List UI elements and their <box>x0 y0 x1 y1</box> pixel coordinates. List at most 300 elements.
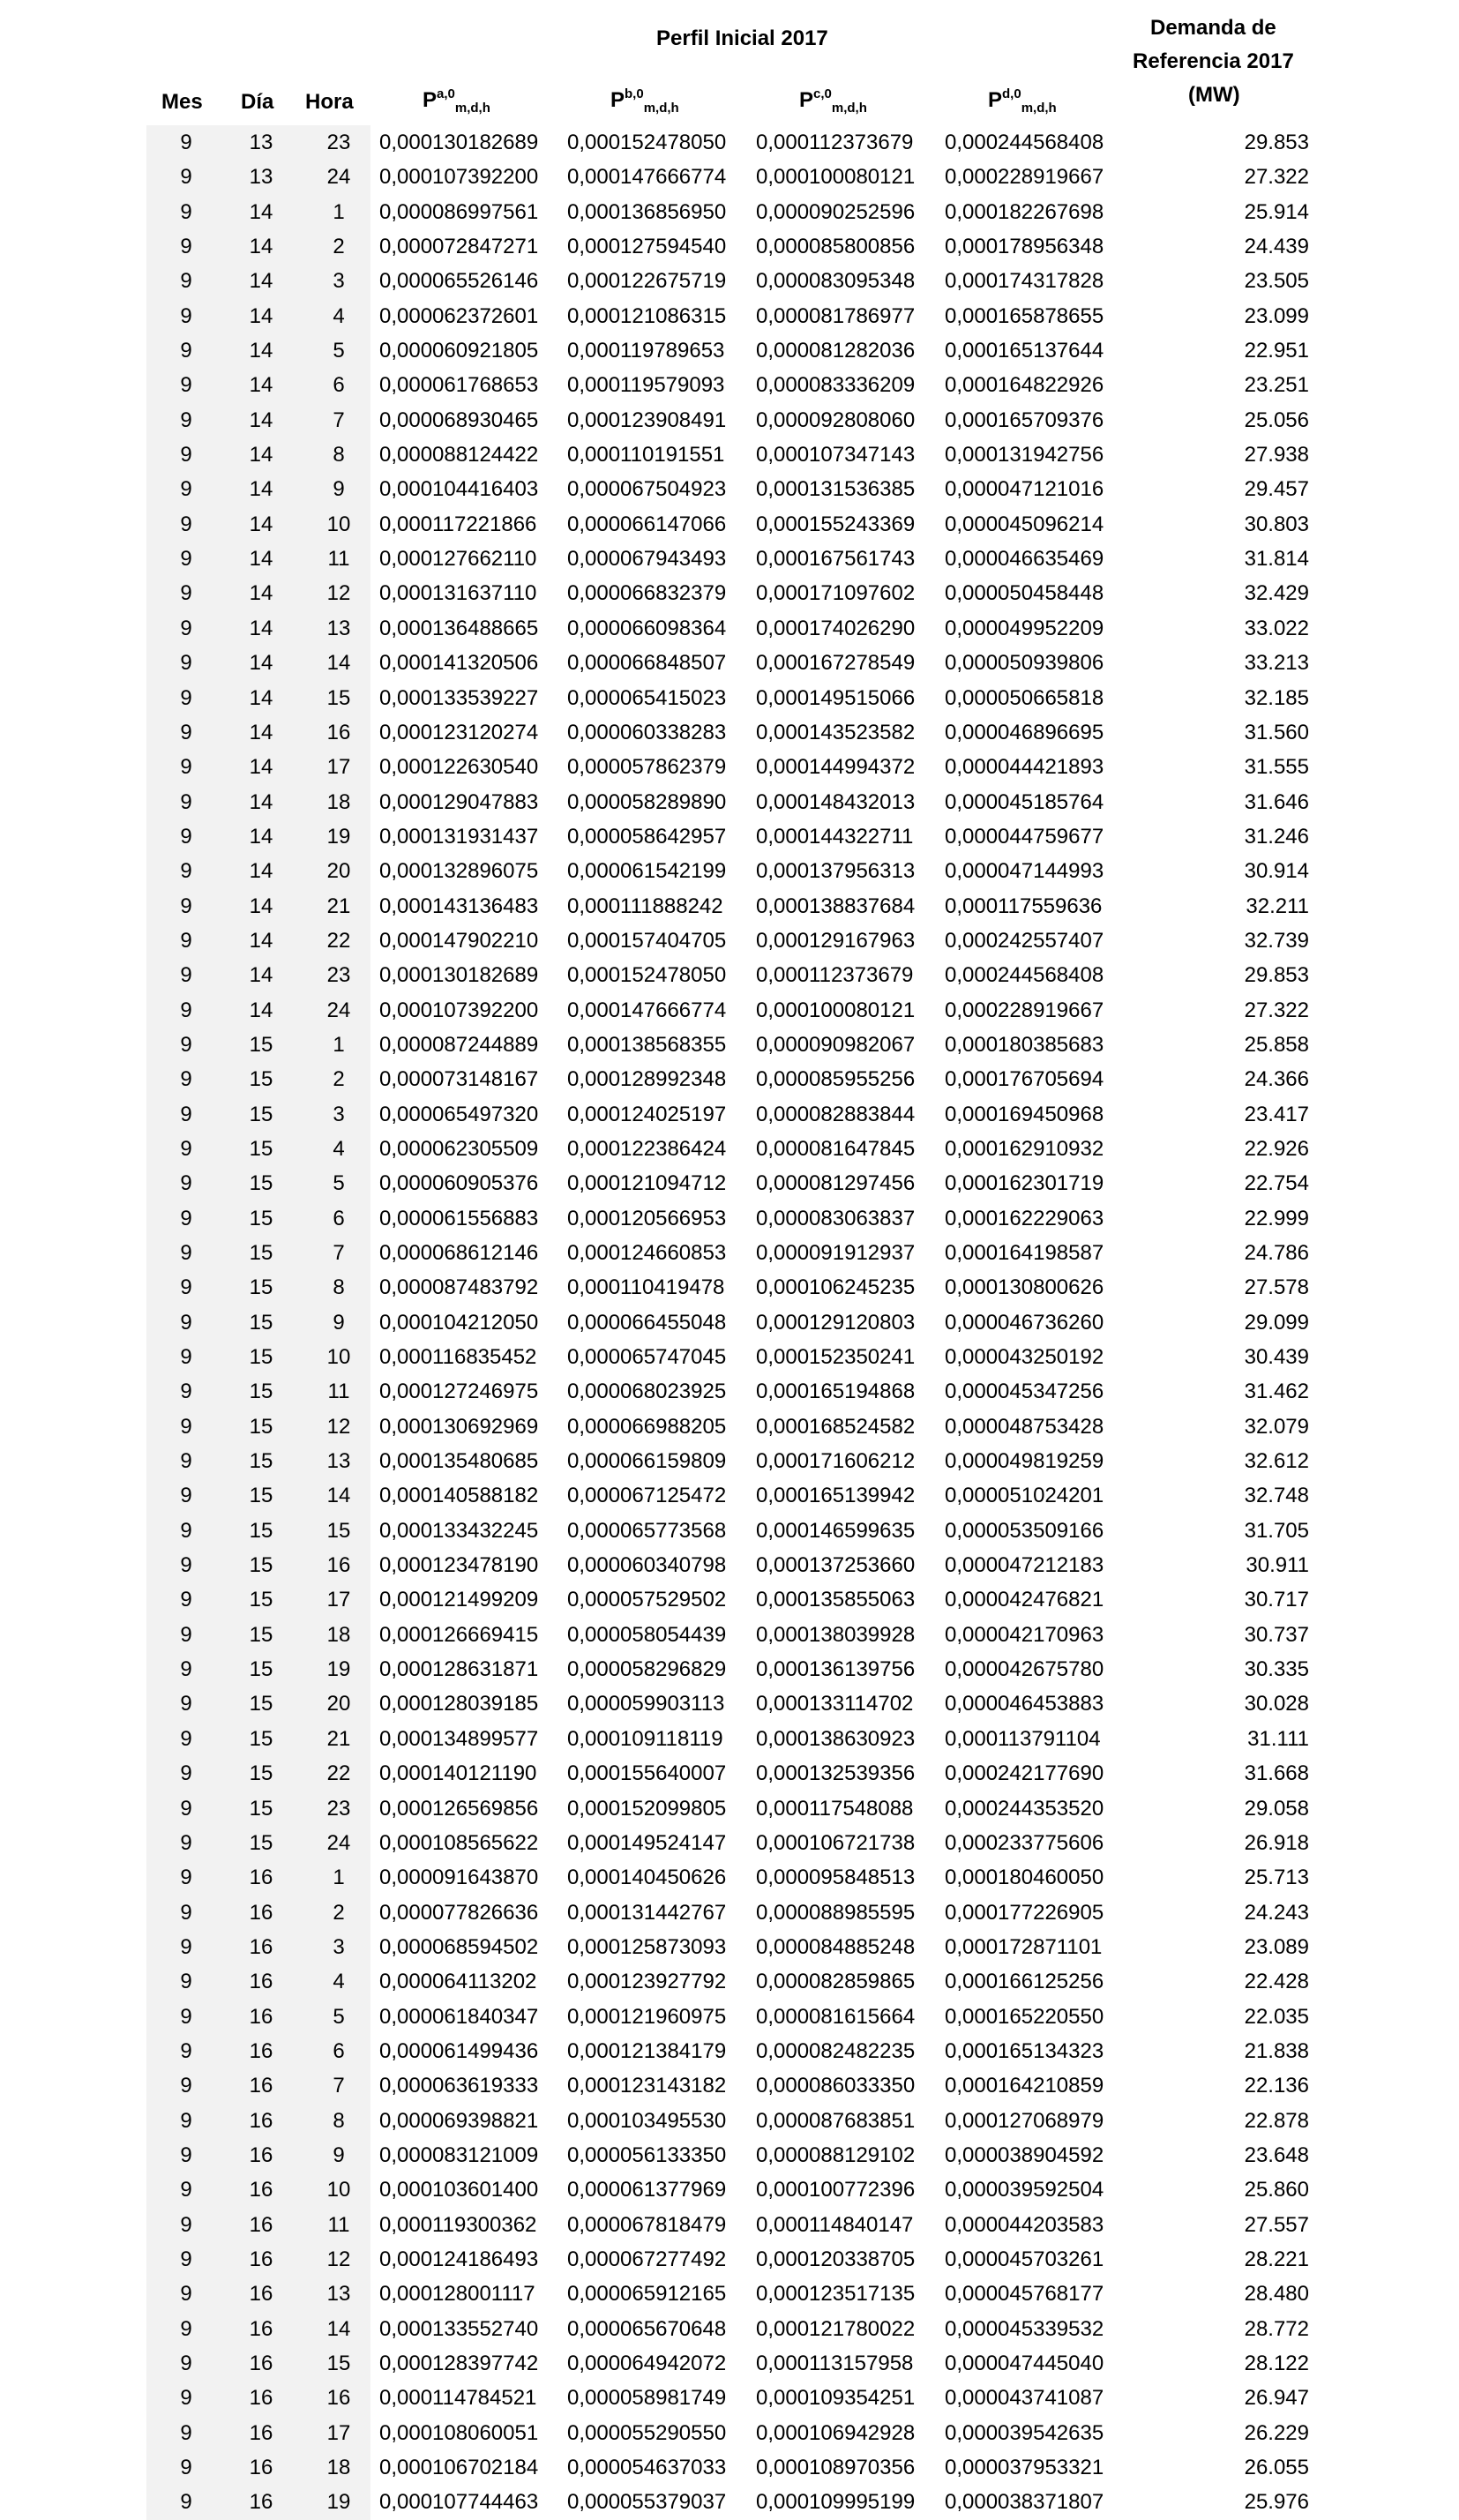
table-row <box>0 1686 1459 1721</box>
cell-mes: 9 <box>180 824 192 849</box>
cell-pa: 0,000061499436 <box>379 2038 539 2063</box>
cell-dem: 28.221 <box>1244 2247 1309 2271</box>
cell-dia: 14 <box>249 235 273 259</box>
cell-dem: 25.976 <box>1244 2490 1309 2515</box>
cell-mes: 9 <box>180 1657 192 1682</box>
col-header-pa <box>423 86 490 116</box>
cell-dem: 25.860 <box>1244 2178 1309 2202</box>
cell-mes: 9 <box>180 2420 192 2445</box>
table-row <box>0 1166 1459 1200</box>
table-row <box>0 819 1459 854</box>
cell-pa: 0,000130692969 <box>379 1414 539 1439</box>
cell-pa: 0,000083121009 <box>379 2142 539 2167</box>
table-row <box>0 542 1459 576</box>
cell-mes: 9 <box>180 581 192 606</box>
cell-hora: 18 <box>326 2456 351 2480</box>
cell-pd: 0,000130800626 <box>945 1275 1104 1300</box>
cell-pd: 0,000233775606 <box>945 1830 1104 1855</box>
cell-dem: 27.938 <box>1244 443 1309 467</box>
cell-mes: 9 <box>180 269 192 294</box>
cell-mes: 9 <box>180 1136 192 1161</box>
cell-pd: 0,000047445040 <box>945 2352 1104 2375</box>
cell-hora: 4 <box>333 1970 345 1994</box>
cell-pa: 0,000122630540 <box>379 755 539 780</box>
cell-pc: 0,000137956313 <box>756 859 916 884</box>
cell-pb: 0,000066455048 <box>567 1310 727 1335</box>
cell-hora: 15 <box>326 2352 351 2375</box>
table-row <box>0 924 1459 958</box>
cell-dia: 15 <box>249 1206 273 1230</box>
cell-pd: 0,000047144993 <box>945 859 1104 884</box>
cell-pb: 0,000103495530 <box>567 2108 727 2133</box>
table-row <box>0 1514 1459 1548</box>
cell-dem: 25.914 <box>1244 199 1309 224</box>
table-row <box>0 2242 1459 2277</box>
cell-pc: 0,000106245235 <box>756 1275 916 1300</box>
cell-pc: 0,000136139756 <box>756 1657 916 1682</box>
cell-dia: 15 <box>249 1657 273 1682</box>
cell-pd: 0,000113791104 <box>945 1726 1101 1751</box>
cell-dia: 16 <box>249 2316 273 2341</box>
cell-dia: 14 <box>249 443 273 467</box>
cell-hora: 12 <box>326 2247 351 2271</box>
table-row <box>0 646 1459 680</box>
cell-dem: 24.366 <box>1244 1067 1309 1092</box>
table-row <box>0 1826 1459 1860</box>
cell-mes: 9 <box>180 1830 192 1855</box>
cell-pd: 0,000047121016 <box>945 477 1104 502</box>
pb-sup: b,0 <box>625 86 644 101</box>
cell-dem: 22.878 <box>1244 2108 1309 2133</box>
cell-dia: 14 <box>249 685 273 710</box>
cell-pa: 0,000073148167 <box>379 1067 539 1092</box>
cell-pc: 0,000107347143 <box>756 443 916 467</box>
cell-pc: 0,000109995199 <box>756 2490 916 2515</box>
cell-pa: 0,000128397742 <box>379 2352 539 2375</box>
cell-pd: 0,000045185764 <box>945 789 1104 814</box>
table-row <box>0 1860 1459 1895</box>
cell-mes: 9 <box>180 1275 192 1300</box>
cell-pa: 0,000063619333 <box>379 2074 539 2098</box>
cell-hora: 16 <box>326 720 351 744</box>
cell-pb: 0,000067504923 <box>567 477 727 502</box>
cell-dia: 13 <box>249 131 273 154</box>
cell-dem: 31.560 <box>1244 720 1309 744</box>
cell-pa: 0,000134899577 <box>379 1726 539 1751</box>
cell-pd: 0,000053509166 <box>945 1518 1104 1543</box>
cell-pc: 0,000083336209 <box>756 373 916 398</box>
cell-pc: 0,000113157958 <box>756 2352 914 2375</box>
cell-dia: 16 <box>249 1900 273 1925</box>
cell-mes: 9 <box>180 547 192 572</box>
cell-pa: 0,000088124422 <box>379 443 539 467</box>
cell-pa: 0,000065497320 <box>379 1102 539 1126</box>
cell-pa: 0,000060905376 <box>379 1171 539 1196</box>
cell-pb: 0,000065773568 <box>567 1518 727 1543</box>
cell-mes: 9 <box>180 131 192 154</box>
cell-pa: 0,000133539227 <box>379 685 539 710</box>
cell-pa: 0,000062305509 <box>379 1136 539 1161</box>
cell-pa: 0,000136488665 <box>379 616 539 640</box>
cell-pa: 0,000129047883 <box>379 789 539 814</box>
cell-hora: 19 <box>326 824 351 849</box>
cell-pc: 0,000100080121 <box>756 998 916 1022</box>
table-row <box>0 125 1459 160</box>
cell-pc: 0,000112373679 <box>756 963 914 988</box>
cell-pc: 0,000152350241 <box>756 1345 916 1370</box>
cell-pc: 0,000133114702 <box>756 1692 914 1716</box>
cell-dem: 32.211 <box>1246 894 1309 918</box>
cell-hora: 24 <box>326 165 351 190</box>
cell-mes: 9 <box>180 1345 192 1370</box>
cell-pd: 0,000039542635 <box>945 2420 1104 2445</box>
table-row <box>0 1618 1459 1652</box>
cell-pb: 0,000066988205 <box>567 1414 727 1439</box>
cell-pd: 0,000039592504 <box>945 2178 1104 2202</box>
cell-pa: 0,000061768653 <box>379 373 539 398</box>
cell-pc: 0,000112373679 <box>756 131 914 154</box>
cell-mes: 9 <box>180 2108 192 2133</box>
cell-pd: 0,000045768177 <box>945 2282 1104 2307</box>
cell-pb: 0,000055379037 <box>567 2490 727 2515</box>
cell-hora: 21 <box>326 1726 351 1751</box>
cell-pc: 0,000088129102 <box>756 2142 916 2167</box>
pd-base: P <box>988 88 1003 112</box>
cell-mes: 9 <box>180 1588 192 1612</box>
cell-hora: 9 <box>333 1310 345 1335</box>
cell-hora: 19 <box>326 1657 351 1682</box>
cell-pb: 0,000152099805 <box>567 1796 727 1821</box>
cell-dem: 31.246 <box>1244 824 1309 849</box>
cell-hora: 20 <box>326 859 351 884</box>
cell-dem: 32.739 <box>1244 928 1309 953</box>
cell-pb: 0,000123927792 <box>567 1970 727 1994</box>
cell-dem: 28.480 <box>1244 2282 1309 2307</box>
cell-pb: 0,000124025197 <box>567 1102 727 1126</box>
table-row <box>0 195 1459 229</box>
cell-pa: 0,000068612146 <box>379 1241 539 1265</box>
cell-mes: 9 <box>180 2352 192 2375</box>
cell-dia: 15 <box>249 1380 273 1404</box>
table-row <box>0 1270 1459 1305</box>
cell-hora: 9 <box>333 2142 345 2167</box>
cell-pd: 0,000166125256 <box>945 1970 1104 1994</box>
col-header-mes: Mes <box>161 90 203 114</box>
cell-hora: 16 <box>326 2386 351 2411</box>
cell-pd: 0,000044759677 <box>945 824 1104 849</box>
cell-pc: 0,000092808060 <box>756 408 916 432</box>
cell-pd: 0,000165709376 <box>945 408 1104 432</box>
cell-pb: 0,000120566953 <box>567 1206 727 1230</box>
cell-pa: 0,000107392200 <box>379 165 539 190</box>
cell-hora: 24 <box>326 998 351 1022</box>
table-row <box>0 1582 1459 1617</box>
cell-hora: 3 <box>333 269 345 294</box>
cell-mes: 9 <box>180 1726 192 1751</box>
table-row <box>0 785 1459 819</box>
table-row <box>0 2277 1459 2311</box>
cell-pa: 0,000131637110 <box>379 581 537 606</box>
table-row <box>0 1930 1459 1964</box>
cell-dia: 15 <box>249 1622 273 1647</box>
cell-mes: 9 <box>180 2247 192 2271</box>
cell-pb: 0,000125873093 <box>567 1934 727 1959</box>
cell-pa: 0,000143136483 <box>379 894 539 918</box>
cell-dem: 29.457 <box>1244 477 1309 502</box>
cell-pc: 0,000174026290 <box>756 616 916 640</box>
cell-dem: 27.557 <box>1244 2212 1309 2237</box>
cell-pa: 0,000106702184 <box>379 2456 539 2480</box>
cell-dia: 16 <box>249 2386 273 2411</box>
cell-hora: 17 <box>326 2420 351 2445</box>
cell-dem: 30.439 <box>1244 1345 1309 1370</box>
cell-pd: 0,000050458448 <box>945 581 1104 606</box>
cell-hora: 12 <box>326 1414 351 1439</box>
cell-pc: 0,000131536385 <box>756 477 916 502</box>
cell-mes: 9 <box>180 199 192 224</box>
cell-pa: 0,000123478190 <box>379 1553 539 1578</box>
table-row <box>0 2416 1459 2450</box>
cell-dem: 32.612 <box>1244 1449 1309 1474</box>
cell-mes: 9 <box>180 789 192 814</box>
cell-mes: 9 <box>180 2212 192 2237</box>
table-row <box>0 1340 1459 1374</box>
cell-pb: 0,000147666774 <box>567 165 727 190</box>
cell-dem: 22.136 <box>1244 2074 1309 2098</box>
cell-dem: 26.918 <box>1244 1830 1309 1855</box>
table-row <box>0 368 1459 402</box>
cell-dia: 15 <box>249 1136 273 1161</box>
cell-mes: 9 <box>180 1900 192 1925</box>
cell-dem: 24.439 <box>1244 235 1309 259</box>
cell-pd: 0,000162910932 <box>945 1136 1104 1161</box>
cell-hora: 11 <box>327 1380 350 1404</box>
table-row <box>0 2450 1459 2485</box>
cell-pa: 0,000107392200 <box>379 998 539 1022</box>
cell-pc: 0,000095848513 <box>756 1866 916 1890</box>
cell-mes: 9 <box>180 2282 192 2307</box>
cell-dia: 14 <box>249 581 273 606</box>
cell-pa: 0,000124186493 <box>379 2247 539 2271</box>
cell-pb: 0,000110191551 <box>567 443 725 467</box>
cell-dia: 14 <box>249 408 273 432</box>
cell-pa: 0,000130182689 <box>379 963 539 988</box>
cell-dem: 22.951 <box>1244 339 1309 363</box>
cell-pb: 0,000066098364 <box>567 616 727 640</box>
cell-pd: 0,000048753428 <box>945 1414 1104 1439</box>
table-row <box>0 1722 1459 1756</box>
cell-dem: 24.243 <box>1244 1900 1309 1925</box>
cell-dem: 26.055 <box>1244 2456 1309 2480</box>
table-row <box>0 507 1459 542</box>
cell-hora: 7 <box>333 2074 345 2098</box>
table-row <box>0 1410 1459 1444</box>
cell-pd: 0,000164210859 <box>945 2074 1104 2098</box>
cell-mes: 9 <box>180 1310 192 1335</box>
cell-pb: 0,000058296829 <box>567 1657 727 1682</box>
cell-pb: 0,000066147066 <box>567 512 727 536</box>
cell-pc: 0,000146599635 <box>756 1518 916 1543</box>
cell-pc: 0,000100772396 <box>756 2178 916 2202</box>
cell-pc: 0,000090252596 <box>756 199 916 224</box>
cell-pc: 0,000088985595 <box>756 1900 916 1925</box>
cell-pa: 0,000069398821 <box>379 2108 539 2133</box>
cell-pd: 0,000043741087 <box>945 2386 1104 2411</box>
cell-hora: 1 <box>333 1866 345 1890</box>
table-row <box>0 160 1459 194</box>
cell-pa: 0,000121499209 <box>379 1588 539 1612</box>
cell-pb: 0,000121094712 <box>567 1171 727 1196</box>
table-row <box>0 1756 1459 1791</box>
cell-pd: 0,000174317828 <box>945 269 1104 294</box>
cell-hora: 10 <box>326 1345 351 1370</box>
cell-hora: 1 <box>333 1032 345 1057</box>
cell-mes: 9 <box>180 928 192 953</box>
table-row <box>0 1964 1459 1999</box>
cell-dia: 14 <box>249 859 273 884</box>
cell-pa: 0,000108565622 <box>379 1830 539 1855</box>
cell-mes: 9 <box>180 235 192 259</box>
cell-mes: 9 <box>180 477 192 502</box>
cell-mes: 9 <box>180 1484 192 1508</box>
cell-mes: 9 <box>180 1866 192 1890</box>
cell-pa: 0,000091643870 <box>379 1866 539 1890</box>
cell-pa: 0,000128001117 <box>379 2282 535 2307</box>
cell-mes: 9 <box>180 1970 192 1994</box>
cell-dia: 15 <box>249 1518 273 1543</box>
table-row <box>0 1478 1459 1513</box>
cell-mes: 9 <box>180 2386 192 2411</box>
cell-dia: 14 <box>249 547 273 572</box>
cell-pb: 0,000065670648 <box>567 2316 727 2341</box>
cell-dia: 15 <box>249 1692 273 1716</box>
cell-pb: 0,000054637033 <box>567 2456 727 2480</box>
cell-pc: 0,000106942928 <box>756 2420 916 2445</box>
pa-sup: a,0 <box>437 86 455 101</box>
cell-pa: 0,000061840347 <box>379 2004 539 2029</box>
cell-mes: 9 <box>180 1067 192 1092</box>
cell-pb: 0,000067818479 <box>567 2212 727 2237</box>
cell-mes: 9 <box>180 720 192 744</box>
cell-pb: 0,000152478050 <box>567 963 727 988</box>
cell-pa: 0,000108060051 <box>379 2420 539 2445</box>
cell-pb: 0,000058289890 <box>567 789 727 814</box>
cell-pa: 0,000107744463 <box>379 2490 539 2515</box>
cell-dia: 16 <box>249 2352 273 2375</box>
cell-pa: 0,000147902210 <box>379 928 539 953</box>
cell-pc: 0,000081647845 <box>756 1136 916 1161</box>
cell-dem: 26.229 <box>1244 2420 1309 2445</box>
cell-hora: 14 <box>326 1484 351 1508</box>
cell-dem: 27.322 <box>1244 165 1309 190</box>
cell-dem: 23.089 <box>1244 1934 1309 1959</box>
cell-pb: 0,000061542199 <box>567 859 727 884</box>
demand-title-line1: Demanda de <box>1150 16 1276 40</box>
cell-pb: 0,000140450626 <box>567 1866 727 1890</box>
pa-base: P <box>423 88 438 112</box>
cell-pd: 0,000177226905 <box>945 1900 1104 1925</box>
cell-pd: 0,000044421893 <box>945 755 1104 780</box>
cell-hora: 10 <box>326 512 351 536</box>
cell-pb: 0,000059903113 <box>567 1692 725 1716</box>
cell-pc: 0,000085800856 <box>756 235 916 259</box>
cell-pc: 0,000108970356 <box>756 2456 916 2480</box>
table-row <box>0 2485 1459 2519</box>
cell-pc: 0,000083095348 <box>756 269 916 294</box>
cell-pa: 0,000127662110 <box>379 547 537 572</box>
cell-pd: 0,000162301719 <box>945 1171 1104 1196</box>
cell-hora: 6 <box>333 1206 345 1230</box>
cell-hora: 3 <box>333 1934 345 1959</box>
cell-pc: 0,000168524582 <box>756 1414 916 1439</box>
cell-mes: 9 <box>180 1553 192 1578</box>
cell-hora: 13 <box>326 2282 351 2307</box>
cell-mes: 9 <box>180 1692 192 1716</box>
cell-pb: 0,000056133350 <box>567 2142 727 2167</box>
cell-pc: 0,000081297456 <box>756 1171 916 1196</box>
cell-pd: 0,000042675780 <box>945 1657 1104 1682</box>
cell-dia: 14 <box>249 755 273 780</box>
cell-pd: 0,000165134323 <box>945 2038 1104 2063</box>
cell-pc: 0,000129120803 <box>756 1310 916 1335</box>
cell-hora: 7 <box>333 1241 345 1265</box>
cell-pb: 0,000065415023 <box>567 685 727 710</box>
table-row <box>0 2138 1459 2172</box>
cell-mes: 9 <box>180 1380 192 1404</box>
cell-dia: 14 <box>249 824 273 849</box>
cell-dia: 14 <box>249 928 273 953</box>
cell-pc: 0,000083063837 <box>756 1206 916 1230</box>
table-row <box>0 2104 1459 2138</box>
cell-dia: 16 <box>249 2490 273 2515</box>
cell-pa: 0,000131931437 <box>379 824 539 849</box>
table-row <box>0 2381 1459 2415</box>
cell-pc: 0,000081786977 <box>756 303 916 328</box>
cell-dia: 16 <box>249 2420 273 2445</box>
cell-pb: 0,000121086315 <box>567 303 727 328</box>
cell-mes: 9 <box>180 303 192 328</box>
table-row <box>0 1062 1459 1096</box>
table-row <box>0 2034 1459 2068</box>
cell-pa: 0,000117221866 <box>379 512 537 536</box>
cell-pa: 0,000060921805 <box>379 339 539 363</box>
cell-pb: 0,000057862379 <box>567 755 727 780</box>
cell-dem: 29.853 <box>1244 963 1309 988</box>
cell-pd: 0,000242557407 <box>945 928 1104 953</box>
cell-hora: 8 <box>333 443 345 467</box>
cell-dem: 30.737 <box>1244 1622 1309 1647</box>
cell-dia: 15 <box>249 1310 273 1335</box>
col-header-dia: Día <box>241 90 274 114</box>
cell-dem: 32.748 <box>1244 1484 1309 1508</box>
cell-dem: 31.814 <box>1244 547 1309 572</box>
cell-hora: 9 <box>333 477 345 502</box>
cell-pa: 0,000132896075 <box>379 859 539 884</box>
cell-pd: 0,000169450968 <box>945 1102 1104 1126</box>
cell-hora: 12 <box>326 581 351 606</box>
table-row <box>0 750 1459 784</box>
cell-dem: 23.251 <box>1244 373 1309 398</box>
cell-pa: 0,000104416403 <box>379 477 539 502</box>
cell-mes: 9 <box>180 1032 192 1057</box>
cell-dia: 15 <box>249 1761 273 1786</box>
cell-hora: 7 <box>333 408 345 432</box>
cell-dem: 25.713 <box>1244 1866 1309 1890</box>
cell-pa: 0,000104212050 <box>379 1310 539 1335</box>
cell-pa: 0,000116835452 <box>379 1345 537 1370</box>
cell-pc: 0,000137253660 <box>756 1553 916 1578</box>
cell-pd: 0,000228919667 <box>945 998 1104 1022</box>
